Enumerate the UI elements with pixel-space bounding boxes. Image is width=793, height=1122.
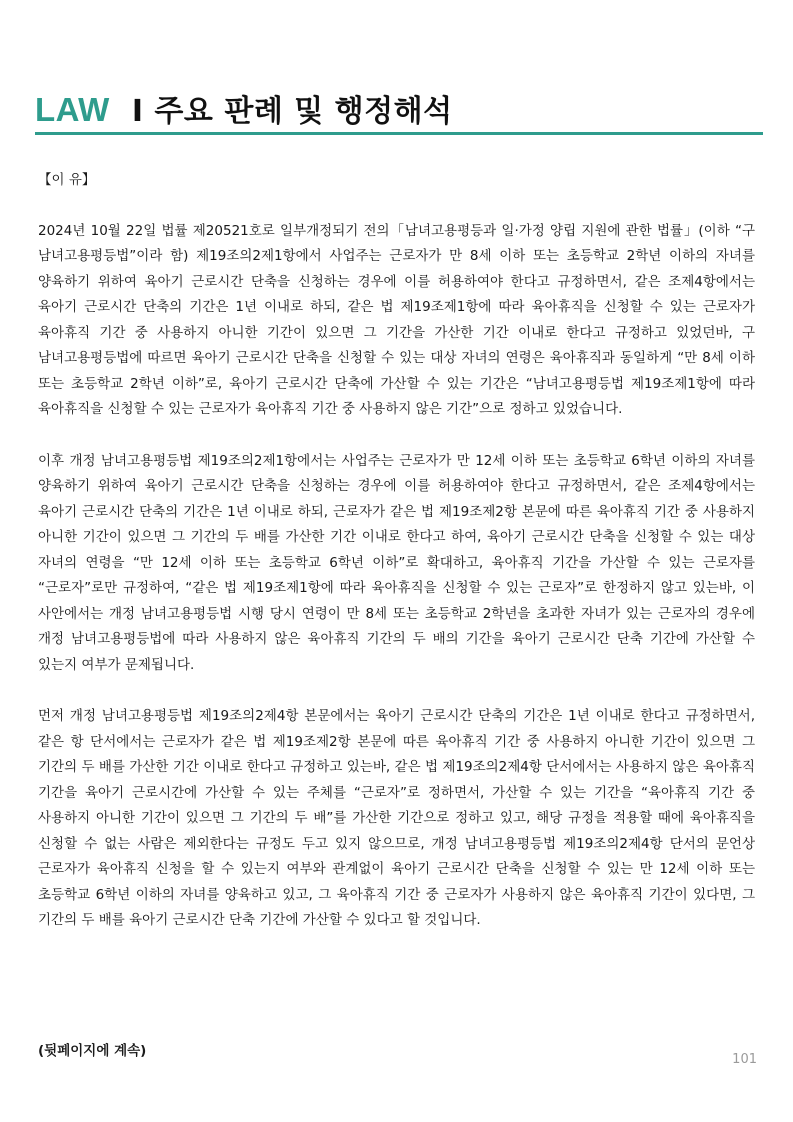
- page-number: 101: [732, 1052, 757, 1067]
- document-body: [38, 168, 755, 934]
- continued-note: (뒷페이지에 계속): [38, 1043, 147, 1059]
- section-tag: LAW: [35, 91, 110, 128]
- section-label: 【이 유】: [38, 172, 96, 188]
- paragraph: 2024년 10월 22일 법률 제20521호로 일부개정되기 전의「남녀고용평등과 일·가정 양립 지원에 관한 법률」(이하 “구 남녀고용평등법”이라 함) 제19조의2제1항에서 사업주는 근로자가 만 8세 이하 또는 초등학교 2학년 이하의 자녀를 양육하기 위하여 육아기 근로시간 단축을 신청하는 경우에 이를 허용하여야 한다고 규정하면서, 같은 조제4항에서는 육아기 근로시간 단축의 기간은 1년 이내로 하되, 같은 법 제19조제1항에 따라 육아휴직을 신청할 수 있는 근로자가 육아휴직 기간 중 사용하지 아니한 기간이 있으면 그 기간을 가산한 기간 이내로 한다고 규정하고 있었던바, 구 남녀고용평등법에 따르면 육아기 근로시간 단축을 신청할 수 있는 대상 자녀의 연령은 육아휴직과 동일하게 “만 8세 이하 또는 초등학교 2학년 이하”로, 육아기 근로시간 단축에 가산할 수 있는 기간은 “남녀고용평등법 제19조제1항에 따라 육아휴직을 신청할 수 있는 근로자가 육아휴직 기간 중 사용하지 않은 기간”으로 정하고 있었습니다.: [38, 222, 755, 417]
- page-title: I 주요 판례 및 행정해석: [131, 94, 453, 129]
- page-header: [35, 86, 763, 130]
- paragraph: 이후 개정 남녀고용평등법 제19조의2제1항에서는 사업주는 근로자가 만 12세 이하 또는 초등학교 6학년 이하의 자녀를 양육하기 위하여 육아기 근로시간 단축을 신청하는 경우에 이를 허용하여야 한다고 규정하면서, 같은 조제4항에서는 육아기 근로시간 단축의 기간은 1년 이내로 하되, 근로자가 같은 법 제19조제2항 본문에 따른 육아휴직 기간 중 사용하지 아니한 기간이 있으면 그 기간의 두 배를 가산한 기간 이내로 한다고 하여, 육아기 근로시간 단축을 신청할 수 있는 대상 자녀의 연령을 “만 12세 이하 또는 초등학교 6학년 이하”로 확대하고, 육아휴직 기간을 가산할 수 있는 근로자를 “근로자”로만 규정하여, “같은 법 제19조제1항에 따라 육아휴직을 신청할 수 있는 근로자”로 한정하지 않고 있는바, 이 사안에서는 개정 남녀고용평등법 시행 당시 연령이 만 8세 또는 초등학교 2학년을 초과한 자녀가 있는 근로자의 경우에 개정 남녀고용평등법에 따라 사용하지 않은 육아휴직 기간의 두 배의 기간을 육아기 근로시간 단축 기간에 가산할 수 있는지 여부가 문제됩니다.: [38, 452, 755, 673]
- header-divider: [35, 132, 763, 135]
- paragraph: 먼저 개정 남녀고용평등법 제19조의2제4항 본문에서는 육아기 근로시간 단축의 기간은 1년 이내로 한다고 규정하면서, 같은 항 단서에서는 근로자가 같은 법 제19조제2항 본문에 따른 육아휴직 기간 중 사용하지 아니한 기간이 있으면 그 기간의 두 배를 가산한 기간 이내로 한다고 규정하고 있는바, 같은 법 제19조의2제4항 단서에서는 사용하지 않은 육아휴직 기간을 육아기 근로시간에 가산할 수 있는 주체를 “근로자”로 정하면서, 가산할 수 있는 기간을 “육아휴직 기간 중 사용하지 아니한 기간이 있으면 그 기간의 두 배”를 가산한 기간으로 정하고 있고, 해당 규정을 적용할 때에 육아휴직을 신청할 수 없는 사람은 제외한다는 규정도 두고 있지 않으므로, 개정 남녀고용평등법 제19조의2제4항 단서의 문언상 근로자가 육아휴직 신청을 할 수 있는지 여부와 관계없이 육아기 근로시간 단축을 신청할 수 있는 만 12세 이하 또는 초등학교 6학년 이하의 자녀를 양육하고 있고, 그 육아휴직 기간 중 근로자가 사용하지 않은 육아휴직 기간이 있다면, 그 기간의 두 배를 육아기 근로시간 단축 기간에 가산할 수 있다고 할 것입니다.: [38, 708, 755, 928]
